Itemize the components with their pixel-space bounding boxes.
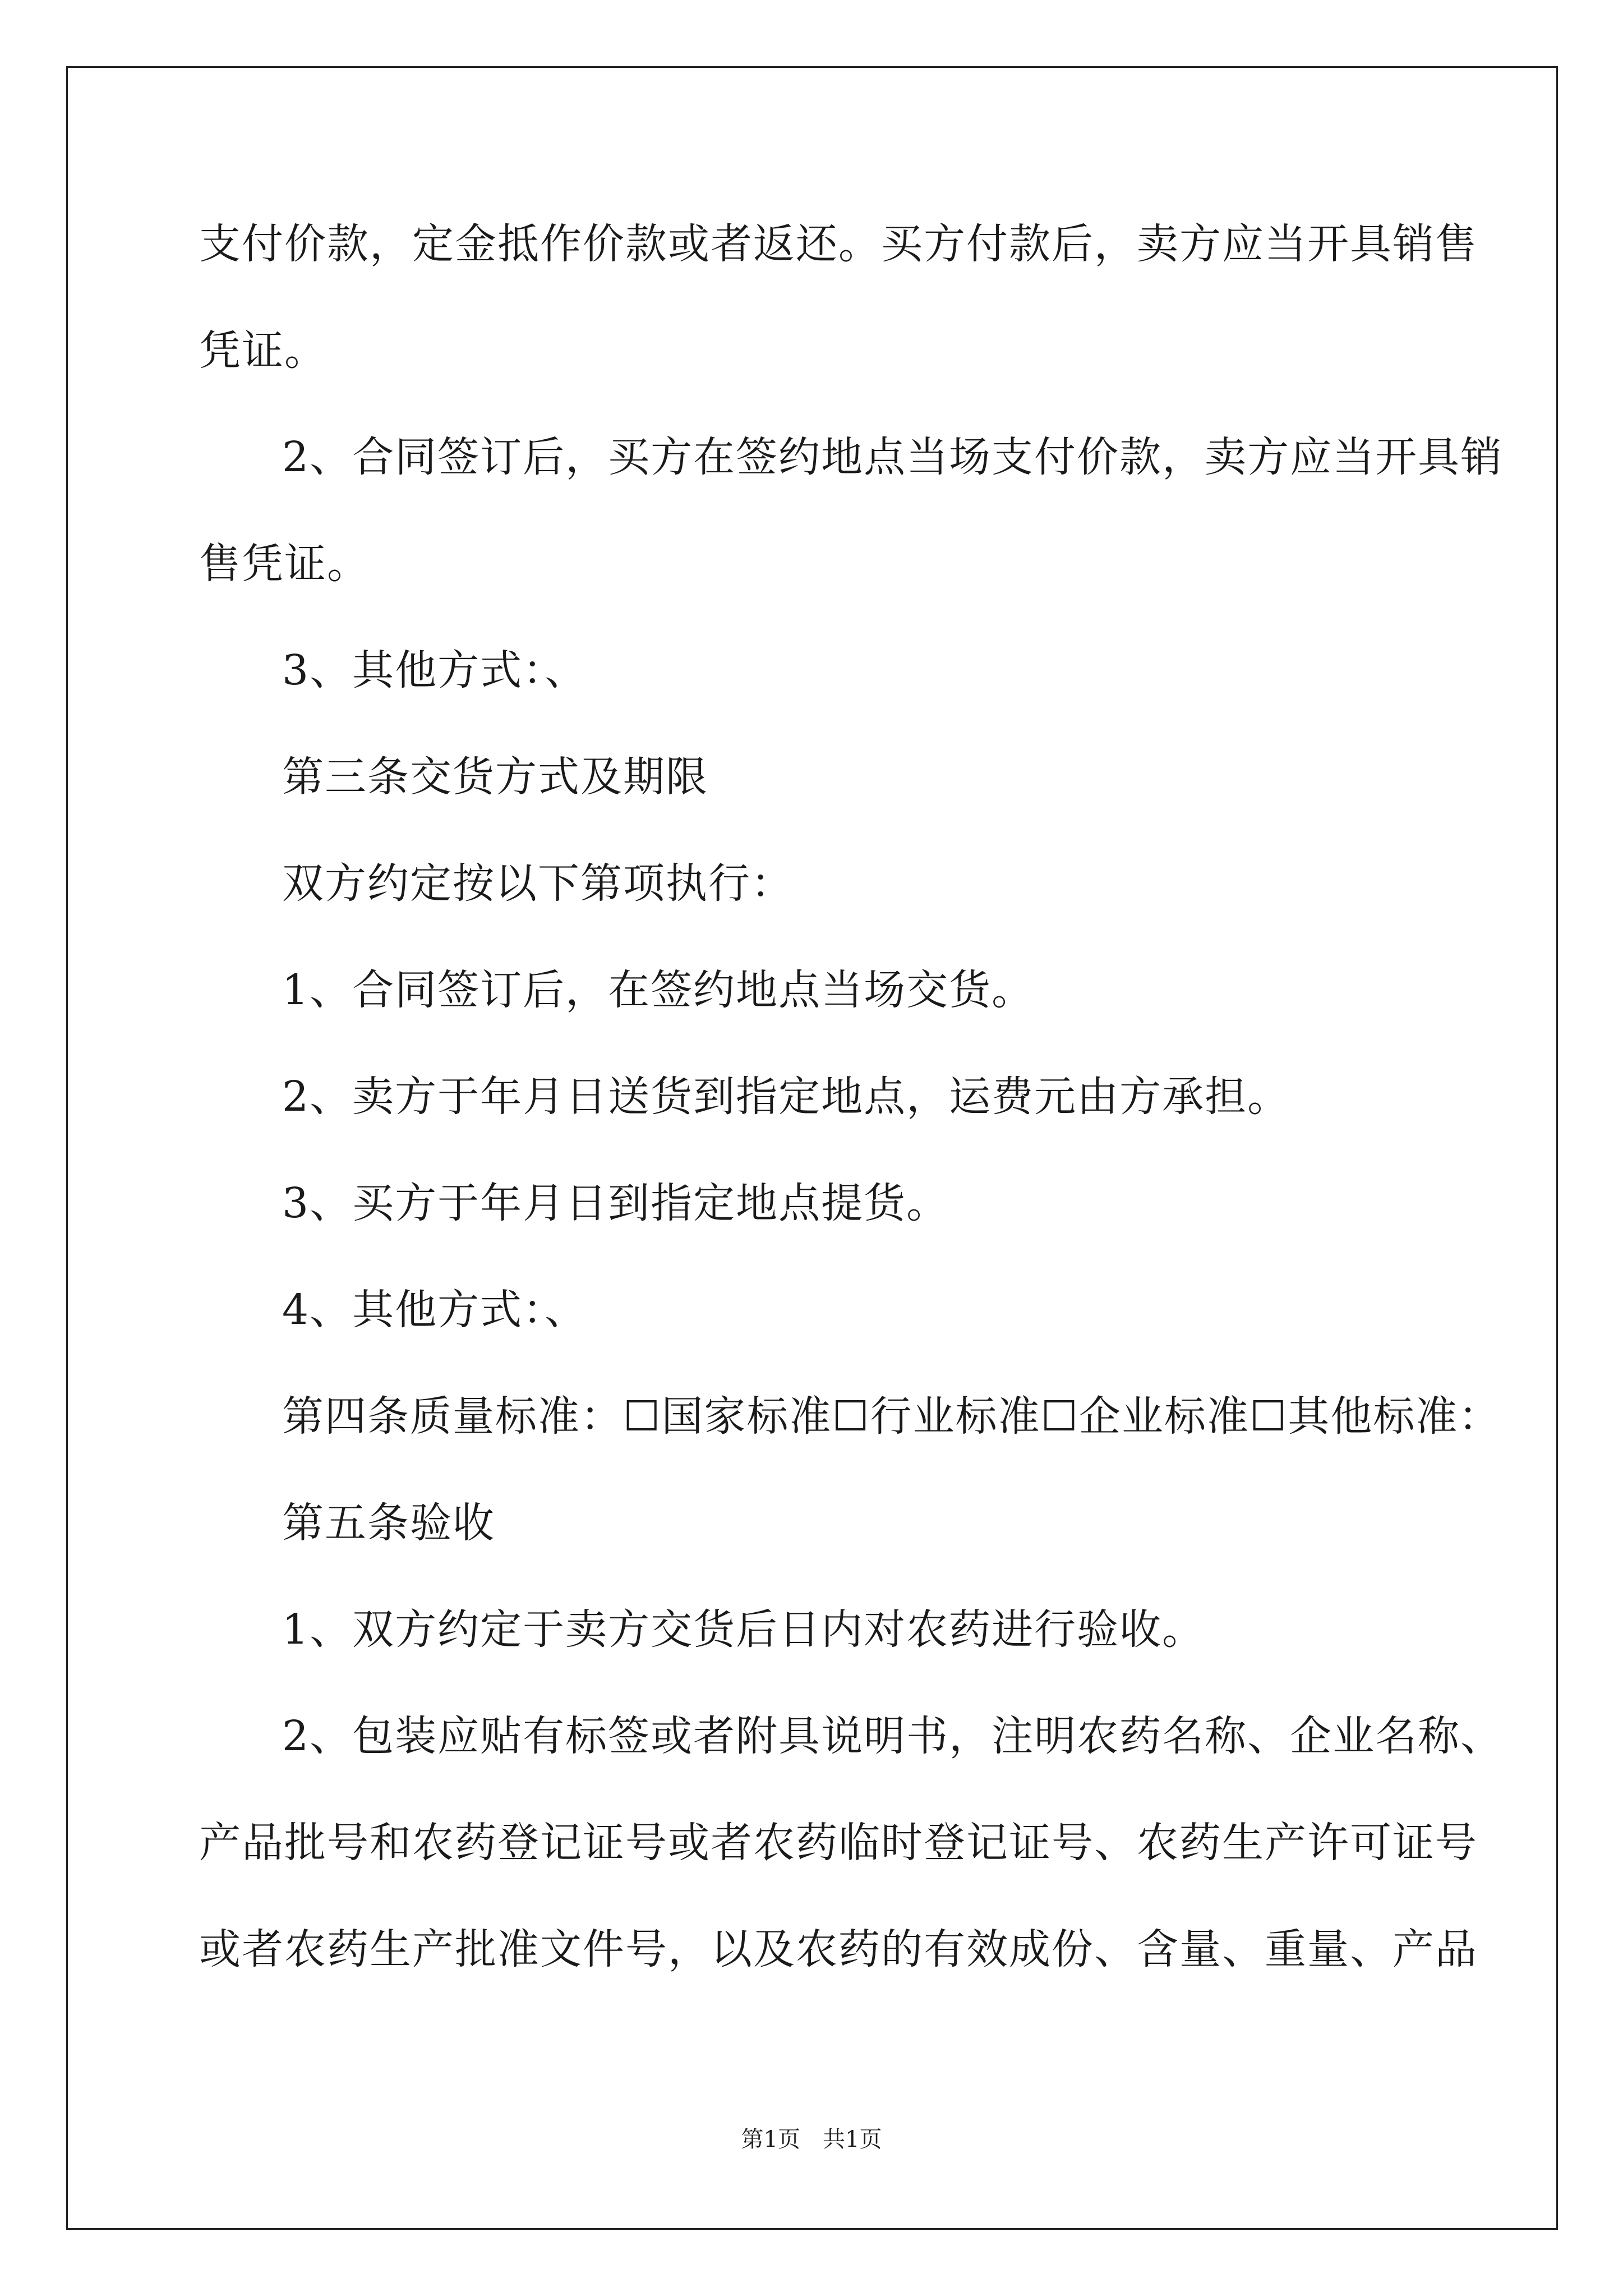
text-line: 双方约定按以下第项执行： [282,859,794,908]
text-line: 2、卖方于年月日送货到指定地点，运费元由方承担。 [282,1073,1290,1121]
section-heading: 第三条交货方式及期限 [282,753,708,801]
text-line: 产品批号和农药登记证号或者农药临时登记证号、农药生产许可证号 [199,1819,1478,1867]
text-line: 或者农药生产批准文件号，以及农药的有效成份、含量、重量、产品 [199,1925,1478,1973]
section-heading: 第五条验收 [282,1499,495,1547]
text-line: 1、合同签订后，在签约地点当场交货。 [282,966,1035,1014]
text-line: 售凭证。 [199,540,370,588]
text-line: 凭证。 [199,326,327,375]
text-line: 3、买方于年月日到指定地点提货。 [282,1179,949,1227]
section-heading: 第四条质量标准：☐国家标准☐行业标准☐企业标准☐其他标准： [282,1392,1501,1441]
text-line: 1、双方约定于卖方交货后日内对农药进行验收。 [282,1605,1205,1654]
page-border [66,66,1558,2230]
page-number: 第1页 共1页 [741,2127,882,2152]
text-line: 2、包装应贴有标签或者附具说明书，注明农药名称、企业名称、 [282,1712,1504,1760]
text-line: 3、其他方式：、 [282,646,588,694]
text-line: 4、其他方式：、 [282,1286,588,1334]
text-line: 2、合同签订后，买方在签约地点当场支付价款，卖方应当开具销 [282,433,1504,481]
text-line: 支付价款，定金抵作价款或者返还。买方付款后，卖方应当开具销售 [199,220,1478,268]
